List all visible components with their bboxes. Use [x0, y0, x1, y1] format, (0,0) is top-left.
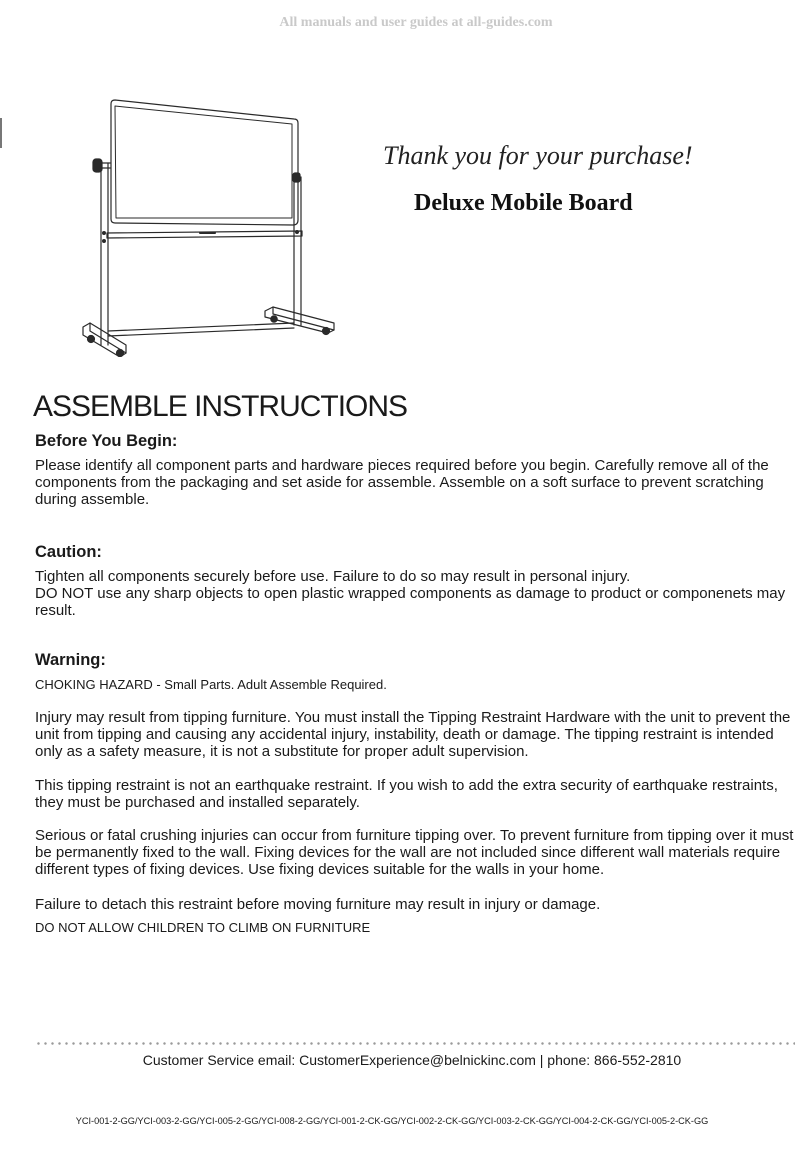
page-title: ASSEMBLE INSTRUCTIONS	[33, 390, 408, 423]
before-you-begin-heading: Before You Begin:	[35, 432, 178, 450]
choking-hazard-text: CHOKING HAZARD - Small Parts. Adult Assemble Required.	[35, 677, 387, 692]
product-name: Deluxe Mobile Board	[414, 190, 633, 216]
thank-you-tagline: Thank you for your purchase!	[383, 141, 693, 170]
no-climbing-warning: DO NOT ALLOW CHILDREN TO CLIMB ON FURNITURE	[35, 920, 371, 935]
watermark: All manuals and user guides at all-guides.com	[279, 15, 553, 30]
customer-service-contact: Customer Service email: CustomerExperience@belnickinc.com | phone: 866-552-2810	[142, 1052, 682, 1068]
warning-paragraph-3: Serious or fatal crushing injuries can occur from furniture tipping over. To prevent furniture from tipping over it must be permanently fixed to the wall. Fixing devices for the wall are not included since different wall materials require different types of fixing devices. Use fixing devices suitable for the walls in your home.	[35, 827, 794, 878]
caution-heading: Caution:	[35, 543, 102, 561]
warning-paragraph-1: Injury may result from tipping furniture. You must install the Tipping Restraint Hardware with the unit to prevent the unit from tipping and causing any accidental injury, instability, death or damage. The tipping restraint is intended only as a safety measure, it is not a substitute for proper adult supervision.	[35, 709, 791, 760]
footer-divider	[35, 1042, 795, 1045]
warning-paragraph-4: Failure to detach this restraint before moving furniture may result in injury or damage.	[35, 896, 601, 913]
page-edge-mark	[0, 118, 2, 148]
warning-heading: Warning:	[35, 651, 106, 669]
mobile-whiteboard-illustration	[80, 95, 338, 357]
caution-line-2: DO NOT use any sharp objects to open plastic wrapped components as damage to product or componenets may result.	[35, 585, 786, 619]
model-codes: YCI-001-2-GG/YCI-003-2-GG/YCI-005-2-GG/YCI-008-2-GG/YCI-001-2-CK-GG/YCI-002-2-CK-GG/YCI-003-2-CK-GG/YCI-004-2-CK-GG/YCI-005-2-CK-GG	[75, 1116, 709, 1126]
before-you-begin-text: Please identify all component parts and hardware pieces required before you begin. Carefully remove all of the components from the packaging and set aside for assemble. Assemble on a soft surface to prevent scratching during assemble.	[35, 457, 769, 508]
caution-line-1: Tighten all components securely before use. Failure to do so may result in personal injury.	[35, 568, 631, 585]
warning-paragraph-2: This tipping restraint is not an earthquake restraint. If you wish to add the extra security of earthquake restraints, they must be purchased and installed separately.	[35, 777, 778, 811]
